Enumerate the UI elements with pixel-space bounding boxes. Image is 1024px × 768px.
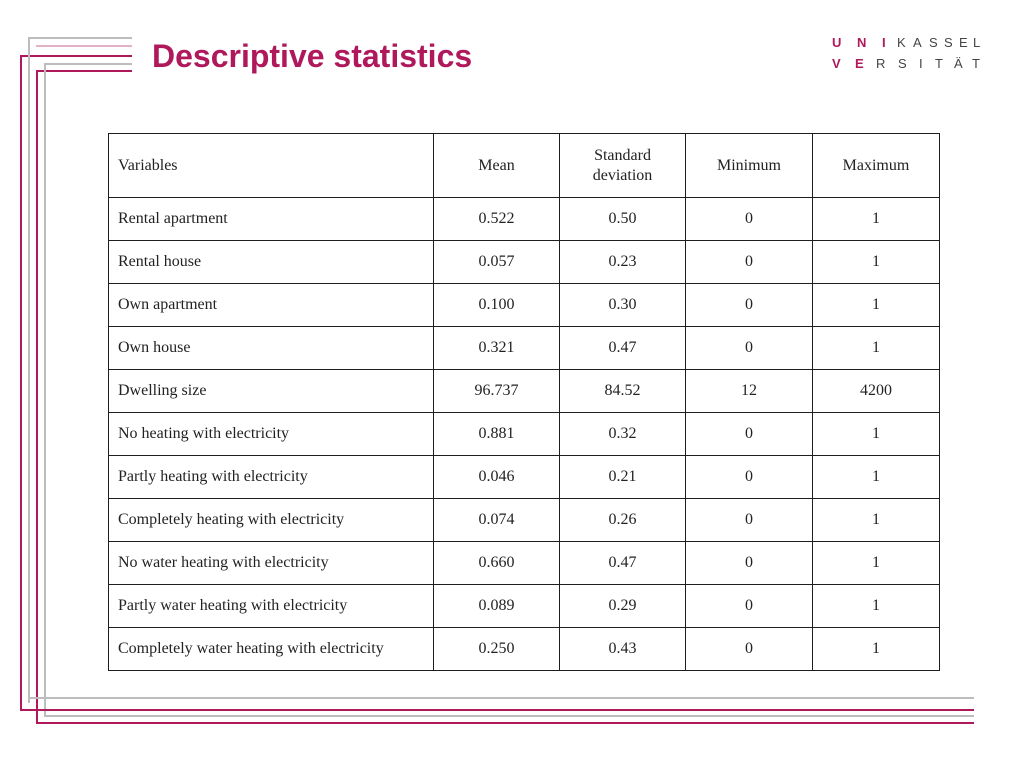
university-logo bbox=[830, 35, 980, 77]
table-cell: 1 bbox=[813, 198, 940, 241]
table-cell: 1 bbox=[813, 413, 940, 456]
frame-line bbox=[20, 55, 132, 57]
table-cell: 0.43 bbox=[560, 628, 686, 671]
table-cell: 0.046 bbox=[434, 456, 560, 499]
table-cell: 0.881 bbox=[434, 413, 560, 456]
logo-line-1 bbox=[830, 35, 980, 56]
table-cell: 1 bbox=[813, 585, 940, 628]
table-cell: No heating with electricity bbox=[109, 413, 434, 456]
logo-letter: S bbox=[944, 35, 953, 50]
logo-letter: E bbox=[855, 56, 864, 71]
table-cell: 0.057 bbox=[434, 241, 560, 284]
table-cell: 0 bbox=[686, 542, 813, 585]
table-cell: Rental house bbox=[109, 241, 434, 284]
table-cell: Rental apartment bbox=[109, 198, 434, 241]
column-header: Variables bbox=[109, 134, 434, 198]
table-row bbox=[109, 585, 940, 628]
table-cell: No water heating with electricity bbox=[109, 542, 434, 585]
table-row bbox=[109, 327, 940, 370]
frame-line bbox=[28, 697, 974, 699]
logo-letter: N bbox=[857, 35, 867, 50]
table-row bbox=[109, 413, 940, 456]
frame-line bbox=[20, 55, 22, 711]
frame-line bbox=[44, 715, 974, 717]
logo-letter: S bbox=[929, 35, 938, 50]
logo-letter: A bbox=[913, 35, 922, 50]
table-cell: 0.089 bbox=[434, 585, 560, 628]
logo-letter: Ä bbox=[954, 56, 963, 71]
frame-line bbox=[20, 709, 974, 711]
statistics-table bbox=[108, 133, 940, 671]
logo-letter: L bbox=[973, 35, 981, 50]
logo-letter: I bbox=[919, 56, 923, 71]
table-cell: 0 bbox=[686, 585, 813, 628]
column-header-text: Standard deviation bbox=[592, 146, 653, 184]
table-cell: Partly heating with electricity bbox=[109, 456, 434, 499]
frame-line bbox=[28, 37, 30, 703]
table-cell: 0.321 bbox=[434, 327, 560, 370]
table-cell: 1 bbox=[813, 456, 940, 499]
table-cell: 0.47 bbox=[560, 542, 686, 585]
table-cell: 0.660 bbox=[434, 542, 560, 585]
frame-line bbox=[44, 63, 132, 65]
table-cell: 0.47 bbox=[560, 327, 686, 370]
logo-line-2 bbox=[830, 56, 980, 77]
frame-line bbox=[36, 70, 38, 724]
table-cell: 0 bbox=[686, 241, 813, 284]
table-cell: 0 bbox=[686, 284, 813, 327]
table-cell: 4200 bbox=[813, 370, 940, 413]
table-cell: 1 bbox=[813, 628, 940, 671]
logo-letter: T bbox=[972, 56, 980, 71]
table-cell: 0 bbox=[686, 413, 813, 456]
table-row bbox=[109, 542, 940, 585]
table-cell: 0.30 bbox=[560, 284, 686, 327]
table-cell: 0 bbox=[686, 628, 813, 671]
table-cell: 0.50 bbox=[560, 198, 686, 241]
frame-line bbox=[36, 70, 132, 72]
logo-letter: I bbox=[882, 35, 886, 50]
logo-letter: S bbox=[898, 56, 907, 71]
table-cell: Partly water heating with electricity bbox=[109, 585, 434, 628]
logo-letter: R bbox=[876, 56, 886, 71]
logo-letter: U bbox=[832, 35, 842, 50]
column-header bbox=[560, 134, 686, 198]
table-cell: 1 bbox=[813, 542, 940, 585]
table-row bbox=[109, 370, 940, 413]
column-header: Maximum bbox=[813, 134, 940, 198]
table-cell: 0.29 bbox=[560, 585, 686, 628]
frame-line bbox=[36, 45, 132, 47]
frame-line bbox=[44, 63, 46, 717]
table-cell: Completely heating with electricity bbox=[109, 499, 434, 542]
table-row bbox=[109, 241, 940, 284]
table-row bbox=[109, 628, 940, 671]
table-cell: 0.522 bbox=[434, 198, 560, 241]
column-header: Minimum bbox=[686, 134, 813, 198]
table-cell: 0.26 bbox=[560, 499, 686, 542]
table-row bbox=[109, 499, 940, 542]
table-cell: 0.100 bbox=[434, 284, 560, 327]
logo-letter: T bbox=[935, 56, 943, 71]
table-cell: 1 bbox=[813, 241, 940, 284]
table-cell: 0.21 bbox=[560, 456, 686, 499]
table-row bbox=[109, 284, 940, 327]
table-cell: 1 bbox=[813, 327, 940, 370]
table-header-row bbox=[109, 134, 940, 198]
table-cell: 1 bbox=[813, 499, 940, 542]
table-cell: Dwelling size bbox=[109, 370, 434, 413]
table-cell: 0 bbox=[686, 327, 813, 370]
table-cell: Completely water heating with electricity bbox=[109, 628, 434, 671]
table-body bbox=[109, 198, 940, 671]
table-cell: 0.250 bbox=[434, 628, 560, 671]
table-cell: 0.23 bbox=[560, 241, 686, 284]
table-cell: Own apartment bbox=[109, 284, 434, 327]
logo-letter: K bbox=[897, 35, 906, 50]
table-cell: 1 bbox=[813, 284, 940, 327]
table-row bbox=[109, 198, 940, 241]
frame-line bbox=[28, 37, 132, 39]
table-cell: 12 bbox=[686, 370, 813, 413]
table-row bbox=[109, 456, 940, 499]
table-cell: 0 bbox=[686, 499, 813, 542]
table-cell: 96.737 bbox=[434, 370, 560, 413]
table-cell: 0 bbox=[686, 198, 813, 241]
table-cell: 84.52 bbox=[560, 370, 686, 413]
logo-letter: V bbox=[832, 56, 841, 71]
table-cell: 0.32 bbox=[560, 413, 686, 456]
table-cell: Own house bbox=[109, 327, 434, 370]
page-title: Descriptive statistics bbox=[152, 38, 473, 74]
logo-letter: E bbox=[959, 35, 968, 50]
table-cell: 0 bbox=[686, 456, 813, 499]
frame-line bbox=[36, 722, 974, 724]
column-header: Mean bbox=[434, 134, 560, 198]
table-cell: 0.074 bbox=[434, 499, 560, 542]
